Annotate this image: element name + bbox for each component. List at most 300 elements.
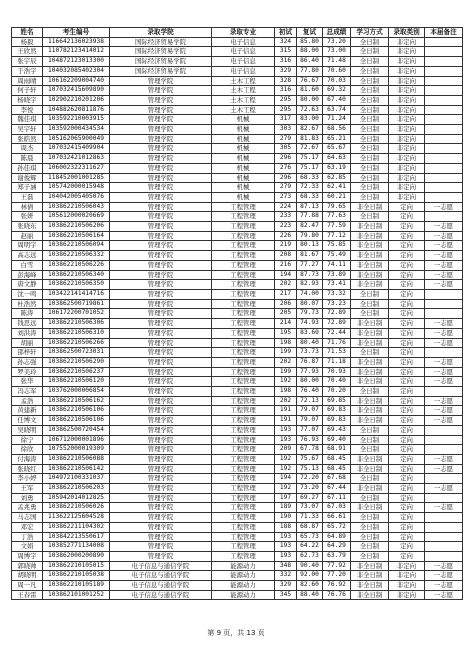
cell-initial-score: 193 xyxy=(275,542,297,552)
table-row xyxy=(12,319,463,329)
cell-name: 王春雷 xyxy=(12,590,43,600)
cell-name: 陈晨 xyxy=(12,154,43,164)
cell-initial-score: 214 xyxy=(275,319,297,329)
cell-study-mode: 非全日制 xyxy=(351,280,389,290)
cell-major: 机械 xyxy=(212,163,275,173)
cell-study-mode: 全日制 xyxy=(351,542,389,552)
cell-study-mode: 非全日制 xyxy=(351,231,389,241)
cell-total-score: 75.49 xyxy=(323,251,351,261)
cell-initial-score: 198 xyxy=(275,338,297,348)
cell-admission-type: 定向 xyxy=(389,396,425,406)
cell-study-mode: 非全日制 xyxy=(351,222,389,232)
cell-retest-score: 69.27 xyxy=(297,493,323,503)
cell-college: 管理学院 xyxy=(110,163,212,173)
cell-total-score: 69.83 xyxy=(323,406,351,416)
table-row xyxy=(12,251,463,261)
cell-exam-id: 107032415409904 xyxy=(43,144,110,154)
cell-admission-type: 非定向 xyxy=(389,144,425,154)
cell-college: 管理学院 xyxy=(110,484,212,494)
cell-study-mode: 非全日制 xyxy=(351,251,389,261)
cell-admission-type: 定向 xyxy=(389,503,425,513)
cell-study-mode: 全日制 xyxy=(351,47,389,57)
cell-retest-score: 82.60 xyxy=(297,581,323,591)
cell-retest-score: 62.73 xyxy=(297,551,323,561)
cell-study-mode: 全日制 xyxy=(351,212,389,222)
cell-name: 周雨晴 xyxy=(12,76,43,86)
cell-study-mode: 全日制 xyxy=(351,493,389,503)
cell-initial-score: 219 xyxy=(275,241,297,251)
cell-study-mode: 全日制 xyxy=(351,86,389,96)
cell-total-score: 73.20 xyxy=(323,37,351,47)
cell-total-score: 73.41 xyxy=(323,280,351,290)
cell-retest-score: 79.80 xyxy=(297,231,323,241)
cell-initial-score: 279 xyxy=(275,183,297,193)
cell-total-score: 62.85 xyxy=(323,173,351,183)
cell-college: 管理学院 xyxy=(110,222,212,232)
table-row xyxy=(12,183,463,193)
cell-retest-score: 77.07 xyxy=(297,425,323,435)
cell-initial-score: 224 xyxy=(275,202,297,212)
cell-exam-id: 103842213550617 xyxy=(43,532,110,542)
table-row xyxy=(12,144,463,154)
cell-remark xyxy=(425,47,463,57)
table-row xyxy=(12,571,463,581)
cell-admission-type: 定向 xyxy=(389,280,425,290)
cell-total-score: 77.59 xyxy=(323,222,351,232)
cell-college: 管理学院 xyxy=(110,348,212,358)
cell-major: 工程管理 xyxy=(212,474,275,484)
cell-major: 土木工程 xyxy=(212,86,275,96)
cell-remark: 一志愿 xyxy=(425,484,463,494)
cell-major: 工程管理 xyxy=(212,289,275,299)
table-row xyxy=(12,445,463,455)
cell-initial-score: 305 xyxy=(275,144,297,154)
cell-exam-id: 103862000200890 xyxy=(43,551,110,561)
cell-college: 管理学院 xyxy=(110,270,212,280)
cell-name: 钱思远 xyxy=(12,319,43,329)
cell-name: 吴晓明 xyxy=(12,425,43,435)
table-row xyxy=(12,280,463,290)
cell-retest-score: 67.78 xyxy=(297,445,323,455)
cell-name: 邓宏 xyxy=(12,522,43,532)
cell-retest-score: 83.60 xyxy=(297,328,323,338)
table-row xyxy=(12,396,463,406)
cell-retest-score: 77.80 xyxy=(297,66,323,76)
cell-retest-score: 80.00 xyxy=(297,95,323,105)
cell-total-score: 67.68 xyxy=(323,474,351,484)
cell-remark: 一志愿 xyxy=(425,270,463,280)
cell-remark: 一志愿 xyxy=(425,231,463,241)
cell-admission-type: 非定向 xyxy=(389,173,425,183)
cell-college: 管理学院 xyxy=(110,445,212,455)
cell-study-mode: 全日制 xyxy=(351,348,389,358)
table-row xyxy=(12,532,463,542)
table-row xyxy=(12,425,463,435)
cell-major: 电子信息 xyxy=(212,57,275,67)
cell-admission-type: 非定向 xyxy=(389,95,425,105)
cell-retest-score: 72.63 xyxy=(297,105,323,115)
cell-exam-id: 103862210506226 xyxy=(43,260,110,270)
cell-study-mode: 全日制 xyxy=(351,66,389,76)
cell-admission-type: 非定向 xyxy=(389,76,425,86)
cell-total-score: 79.65 xyxy=(323,202,351,212)
table-row xyxy=(12,47,463,57)
table-row xyxy=(12,309,463,319)
cell-exam-id: 106712000001896 xyxy=(43,435,110,445)
cell-major: 土木工程 xyxy=(212,95,275,105)
cell-major: 工程管理 xyxy=(212,425,275,435)
table-row xyxy=(12,76,463,86)
cell-name: 任博文 xyxy=(12,416,43,426)
cell-exam-id: 103592210003915 xyxy=(43,115,110,125)
cell-exam-id: 103862210506310 xyxy=(43,328,110,338)
cell-retest-score: 77.93 xyxy=(297,367,323,377)
cell-college: 管理学院 xyxy=(110,454,212,464)
table-row xyxy=(12,513,463,523)
cell-initial-score: 194 xyxy=(275,270,297,280)
cell-college: 管理学院 xyxy=(110,357,212,367)
cell-name: 杨毅 xyxy=(12,37,43,47)
cell-name: 丁浩 xyxy=(12,532,43,542)
cell-major: 工程管理 xyxy=(212,387,275,397)
cell-admission-type: 定向 xyxy=(389,435,425,445)
header-admission-type: 录取类别 xyxy=(389,28,425,38)
table-row xyxy=(12,561,463,571)
cell-college: 管理学院 xyxy=(110,173,212,183)
cell-admission-type: 定向 xyxy=(389,513,425,523)
cell-name: 魏佳琪 xyxy=(12,115,43,125)
cell-admission-type: 非定向 xyxy=(389,154,425,164)
cell-initial-score: 194 xyxy=(275,474,297,484)
cell-college: 管理学院 xyxy=(110,513,212,523)
header-study-mode: 学习方式 xyxy=(351,28,389,38)
cell-name: 赵丽 xyxy=(12,231,43,241)
cell-college: 管理学院 xyxy=(110,435,212,445)
table-row xyxy=(12,231,463,241)
cell-admission-type: 定向 xyxy=(389,222,425,232)
cell-exam-id: 103862210506340 xyxy=(43,270,110,280)
cell-exam-id: 103862210506162 xyxy=(43,396,110,406)
cell-initial-score: 192 xyxy=(275,377,297,387)
cell-study-mode: 非全日制 xyxy=(351,503,389,513)
table-row xyxy=(12,406,463,416)
table-row xyxy=(12,115,463,125)
cell-college: 管理学院 xyxy=(110,86,212,96)
cell-remark xyxy=(425,299,463,309)
cell-major: 机械 xyxy=(212,125,275,135)
cell-total-score: 67.03 xyxy=(323,503,351,513)
table-row xyxy=(12,260,463,270)
table-row xyxy=(12,192,463,202)
cell-college: 国际经济贸易学院 xyxy=(110,47,212,57)
cell-admission-type: 定向 xyxy=(389,425,425,435)
cell-total-score: 77.92 xyxy=(323,561,351,571)
cell-retest-score: 80.07 xyxy=(297,299,323,309)
table-row xyxy=(12,328,463,338)
cell-total-score: 68.45 xyxy=(323,454,351,464)
cell-admission-type: 定向 xyxy=(389,251,425,261)
cell-exam-id: 103862500723031 xyxy=(43,348,110,358)
cell-total-score: 75.85 xyxy=(323,241,351,251)
cell-study-mode: 全日制 xyxy=(351,37,389,47)
cell-admission-type: 定向 xyxy=(389,299,425,309)
cell-initial-score: 217 xyxy=(275,289,297,299)
cell-initial-score: 295 xyxy=(275,95,297,105)
cell-initial-score: 192 xyxy=(275,464,297,474)
cell-study-mode: 非全日制 xyxy=(351,590,389,600)
table-row xyxy=(12,57,463,67)
cell-admission-type: 定向 xyxy=(389,377,425,387)
cell-admission-type: 非定向 xyxy=(389,581,425,591)
cell-name: 刘勇 xyxy=(12,493,43,503)
cell-college: 管理学院 xyxy=(110,474,212,484)
table-row xyxy=(12,299,463,309)
cell-total-score: 68.91 xyxy=(323,445,351,455)
cell-exam-id: 104032085402304 xyxy=(43,66,110,76)
cell-study-mode: 全日制 xyxy=(351,144,389,154)
cell-retest-score: 90.40 xyxy=(297,561,323,571)
cell-admission-type: 非定向 xyxy=(389,115,425,125)
cell-retest-score: 79.73 xyxy=(297,309,323,319)
cell-admission-type: 定向 xyxy=(389,202,425,212)
cell-study-mode: 非全日制 xyxy=(351,561,389,571)
cell-admission-type: 定向 xyxy=(389,474,425,484)
cell-admission-type: 定向 xyxy=(389,445,425,455)
cell-remark: 一志愿 xyxy=(425,377,463,387)
cell-name: 林倩 xyxy=(12,202,43,212)
cell-study-mode: 全日制 xyxy=(351,134,389,144)
cell-retest-score: 87.13 xyxy=(297,202,323,212)
cell-total-score: 77.20 xyxy=(323,571,351,581)
cell-exam-id: 103862210506120 xyxy=(43,377,110,387)
cell-remark xyxy=(425,551,463,561)
cell-name: 唐文静 xyxy=(12,280,43,290)
cell-name: 张华 xyxy=(12,377,43,387)
cell-college: 管理学院 xyxy=(110,154,212,164)
cell-total-score: 71.53 xyxy=(323,348,351,358)
cell-name: 文娟 xyxy=(12,542,43,552)
cell-exam-id: 103422141414716 xyxy=(43,289,110,299)
cell-major: 机械 xyxy=(212,154,275,164)
cell-admission-type: 非定向 xyxy=(389,590,425,600)
cell-exam-id: 102902210201206 xyxy=(43,95,110,105)
cell-total-score: 70.03 xyxy=(323,76,351,86)
cell-major: 土木工程 xyxy=(212,76,275,86)
cell-name: 孙佳琪 xyxy=(12,163,43,173)
cell-name: 张晓东 xyxy=(12,222,43,232)
cell-remark xyxy=(425,86,463,96)
cell-name: 胡晓明 xyxy=(12,571,43,581)
cell-admission-type: 定向 xyxy=(389,454,425,464)
cell-total-score: 65.21 xyxy=(323,134,351,144)
table-row xyxy=(12,154,463,164)
page-footer: 第 9 页，共 13 页 xyxy=(207,629,265,637)
cell-exam-id: 107032421012863 xyxy=(43,154,110,164)
cell-admission-type: 定向 xyxy=(389,484,425,494)
cell-study-mode: 非全日制 xyxy=(351,338,389,348)
cell-initial-score: 189 xyxy=(275,503,297,513)
cell-study-mode: 全日制 xyxy=(351,115,389,125)
cell-major: 工程管理 xyxy=(212,551,275,561)
cell-major: 机械 xyxy=(212,173,275,183)
cell-major: 工程管理 xyxy=(212,435,275,445)
cell-college: 管理学院 xyxy=(110,319,212,329)
cell-exam-id: 104042005405076 xyxy=(43,192,110,202)
cell-major: 机械 xyxy=(212,192,275,202)
cell-retest-score: 92.00 xyxy=(297,571,323,581)
cell-exam-id: 103862210506106 xyxy=(43,406,110,416)
cell-admission-type: 定向 xyxy=(389,289,425,299)
cell-remark: 一志愿 xyxy=(425,338,463,348)
cell-college: 国际经济贸易学院 xyxy=(110,57,212,67)
table-row xyxy=(12,474,463,484)
cell-major: 能源动力 xyxy=(212,581,275,591)
table-row xyxy=(12,222,463,232)
cell-total-score: 74.11 xyxy=(323,260,351,270)
cell-initial-score: 193 xyxy=(275,532,297,542)
cell-retest-score: 76.93 xyxy=(297,435,323,445)
cell-major: 工程管理 xyxy=(212,522,275,532)
cell-total-score: 62.41 xyxy=(323,183,351,193)
cell-total-score: 69.40 xyxy=(323,435,351,445)
cell-major: 工程管理 xyxy=(212,484,275,494)
cell-initial-score: 191 xyxy=(275,406,297,416)
cell-name: 李悦 xyxy=(12,105,43,115)
cell-remark xyxy=(425,522,463,532)
cell-exam-id: 103862210506164 xyxy=(43,231,110,241)
cell-name: 杜浩然 xyxy=(12,299,43,309)
cell-total-score: 63.19 xyxy=(323,163,351,173)
cell-college: 管理学院 xyxy=(110,299,212,309)
cell-initial-score: 202 xyxy=(275,280,297,290)
cell-remark xyxy=(425,348,463,358)
cell-initial-score: 223 xyxy=(275,222,297,232)
cell-retest-score: 73.73 xyxy=(297,348,323,358)
cell-major: 机械 xyxy=(212,183,275,193)
cell-remark: 一志愿 xyxy=(425,406,463,416)
cell-total-score: 69.83 xyxy=(323,416,351,426)
cell-study-mode: 全日制 xyxy=(351,173,389,183)
cell-retest-score: 65.73 xyxy=(297,532,323,542)
cell-exam-id: 103862210506290 xyxy=(43,357,110,367)
cell-remark: 一志愿 xyxy=(425,202,463,212)
cell-admission-type: 非定向 xyxy=(389,183,425,193)
cell-exam-id: 104872123013300 xyxy=(43,57,110,67)
cell-retest-score: 83.00 xyxy=(297,115,323,125)
cell-exam-id: 103862500719861 xyxy=(43,299,110,309)
cell-initial-score: 329 xyxy=(275,581,297,591)
cell-name: 周博宇 xyxy=(12,551,43,561)
cell-retest-score: 72.13 xyxy=(297,396,323,406)
cell-retest-score: 75.17 xyxy=(297,154,323,164)
cell-initial-score: 315 xyxy=(275,47,297,57)
cell-exam-id: 103862210105038 xyxy=(43,571,110,581)
cell-name: 罗美玲 xyxy=(12,367,43,377)
cell-initial-score: 192 xyxy=(275,484,297,494)
table-body xyxy=(12,37,463,600)
cell-admission-type: 定向 xyxy=(389,542,425,552)
cell-exam-id: 103862210506350 xyxy=(43,280,110,290)
cell-study-mode: 非全日制 xyxy=(351,454,389,464)
cell-initial-score: 324 xyxy=(275,37,297,47)
cell-remark xyxy=(425,212,463,222)
cell-college: 管理学院 xyxy=(110,280,212,290)
cell-name: 彭海峰 xyxy=(12,270,43,280)
cell-exam-id: 103762000006854 xyxy=(43,387,110,397)
header-retest-score: 复试 xyxy=(297,28,323,38)
cell-major: 工程管理 xyxy=(212,357,275,367)
cell-total-score: 63.79 xyxy=(323,551,351,561)
cell-name: 孟兆勇 xyxy=(12,503,43,513)
cell-retest-score: 75.67 xyxy=(297,454,323,464)
cell-major: 工程管理 xyxy=(212,493,275,503)
cell-total-score: 70.93 xyxy=(323,367,351,377)
cell-study-mode: 全日制 xyxy=(351,105,389,115)
cell-admission-type: 定向 xyxy=(389,416,425,426)
cell-total-score: 69.32 xyxy=(323,86,351,96)
table-row xyxy=(12,357,463,367)
cell-exam-id: 103862211104302 xyxy=(43,522,110,532)
cell-name: 陈涛 xyxy=(12,309,43,319)
cell-exam-id: 104972100331037 xyxy=(43,474,110,484)
cell-name: 徐宁 xyxy=(12,435,43,445)
table-row xyxy=(12,173,463,183)
cell-retest-score: 76.87 xyxy=(297,357,323,367)
cell-major: 工程管理 xyxy=(212,270,275,280)
cell-exam-id: 103852771134008 xyxy=(43,542,110,552)
cell-college: 管理学院 xyxy=(110,406,212,416)
cell-college: 管理学院 xyxy=(110,289,212,299)
cell-retest-score: 87.73 xyxy=(297,270,323,280)
cell-college: 管理学院 xyxy=(110,231,212,241)
cell-admission-type: 非定向 xyxy=(389,561,425,571)
cell-retest-score: 80.40 xyxy=(297,338,323,348)
cell-initial-score: 295 xyxy=(275,105,297,115)
cell-college: 管理学院 xyxy=(110,464,212,474)
table-row xyxy=(12,95,463,105)
cell-study-mode: 全日制 xyxy=(351,387,389,397)
cell-initial-score: 202 xyxy=(275,357,297,367)
cell-admission-type: 非定向 xyxy=(389,66,425,76)
cell-study-mode: 全日制 xyxy=(351,513,389,523)
cell-name: 徐欣 xyxy=(12,445,43,455)
cell-major: 工程管理 xyxy=(212,202,275,212)
cell-study-mode: 全日制 xyxy=(351,309,389,319)
cell-college: 国际经济贸易学院 xyxy=(110,37,212,47)
cell-major: 工程管理 xyxy=(212,406,275,416)
cell-initial-score: 233 xyxy=(275,212,297,222)
cell-retest-score: 81.60 xyxy=(297,86,323,96)
cell-exam-id: 106162209004740 xyxy=(43,76,110,86)
cell-name: 李小婷 xyxy=(12,474,43,484)
cell-study-mode: 非全日制 xyxy=(351,377,389,387)
cell-initial-score: 216 xyxy=(275,260,297,270)
cell-name: 王军 xyxy=(12,484,43,494)
cell-retest-score: 73.07 xyxy=(297,503,323,513)
cell-retest-score: 82.47 xyxy=(297,222,323,232)
cell-study-mode: 非全日制 xyxy=(351,571,389,581)
cell-remark xyxy=(425,173,463,183)
cell-college: 管理学院 xyxy=(110,551,212,561)
cell-major: 工程管理 xyxy=(212,503,275,513)
cell-study-mode: 全日制 xyxy=(351,474,389,484)
cell-initial-score: 199 xyxy=(275,367,297,377)
table-row xyxy=(12,454,463,464)
table-row xyxy=(12,377,463,387)
cell-retest-score: 72.20 xyxy=(297,474,323,484)
cell-remark: 一志愿 xyxy=(425,251,463,261)
table-row xyxy=(12,86,463,96)
